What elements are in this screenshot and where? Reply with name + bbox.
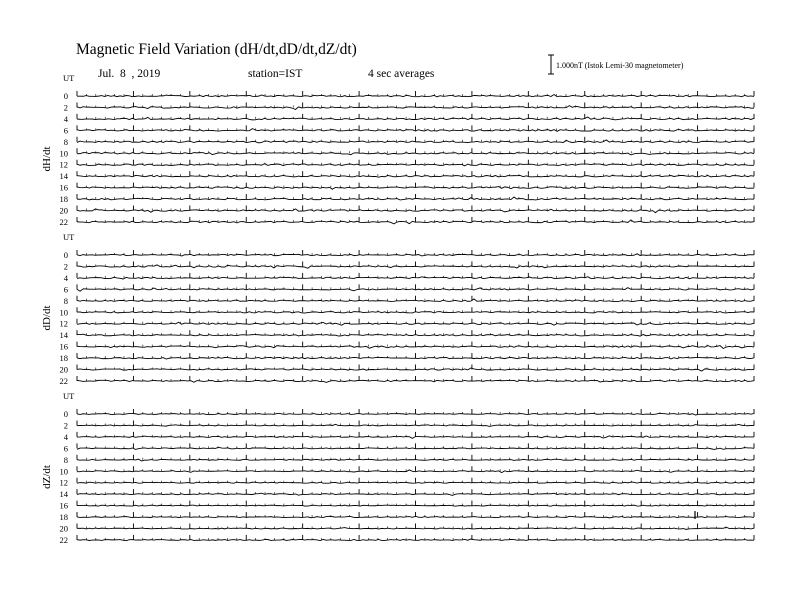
hour-label: 18 [59,512,68,523]
hour-label: 4 [63,113,68,124]
panels-group [41,73,754,545]
hour-label: 8 [63,136,68,147]
hour-label: 6 [63,284,68,295]
scale-bar [548,55,684,74]
hour-label: 2 [63,102,68,113]
hour-label: 14 [59,330,68,341]
ut-label: UT [63,391,75,401]
hour-label: 18 [59,194,68,205]
averaging-label: 4 sec averages [368,68,435,80]
hour-label: 14 [59,489,68,500]
hour-label: 12 [59,159,68,170]
panel-3 [41,391,754,545]
ut-label: UT [63,73,75,83]
hour-label: 4 [63,431,68,442]
panel-1 [41,73,754,227]
panel-label: dH/dt [41,146,53,172]
hour-label: 22 [59,534,68,545]
station-label: station=IST [248,68,303,80]
hour-label: 6 [63,125,68,136]
date-label: Jul. 8 , 2019 [98,68,161,80]
hour-label: 22 [59,375,68,386]
hour-label: 16 [59,341,68,352]
hour-label: 8 [63,295,68,306]
chart-title: Magnetic Field Variation (dH/dt,dD/dt,dZ/dt) [76,41,357,58]
hour-label: 8 [63,454,68,465]
hour-label: 16 [59,182,68,193]
hour-label: 20 [59,523,68,534]
hour-label: 0 [63,91,68,101]
hour-label: 10 [59,307,68,318]
panel-label: dD/dt [41,305,53,331]
hour-label: 2 [63,420,68,431]
hour-label: 4 [63,272,68,283]
hour-label: 12 [59,477,68,488]
hour-label: 2 [63,261,68,272]
hour-label: 14 [59,171,68,182]
panel-label: dZ/dt [41,465,53,489]
hour-label: 20 [59,364,68,375]
hour-label: 20 [59,205,68,216]
hour-label: 0 [63,409,68,419]
hour-label: 10 [59,466,68,477]
ut-label: UT [63,232,75,242]
hour-label: 12 [59,318,68,329]
panel-2 [41,232,754,386]
hour-label: 18 [59,353,68,364]
hour-label: 6 [63,443,68,454]
hour-label: 0 [63,250,68,260]
hour-label: 22 [59,216,68,227]
scale-label: 1.000nT (Istok Lemi-30 magnetometer) [556,61,684,70]
hour-label: 16 [59,500,68,511]
hour-label: 10 [59,148,68,159]
